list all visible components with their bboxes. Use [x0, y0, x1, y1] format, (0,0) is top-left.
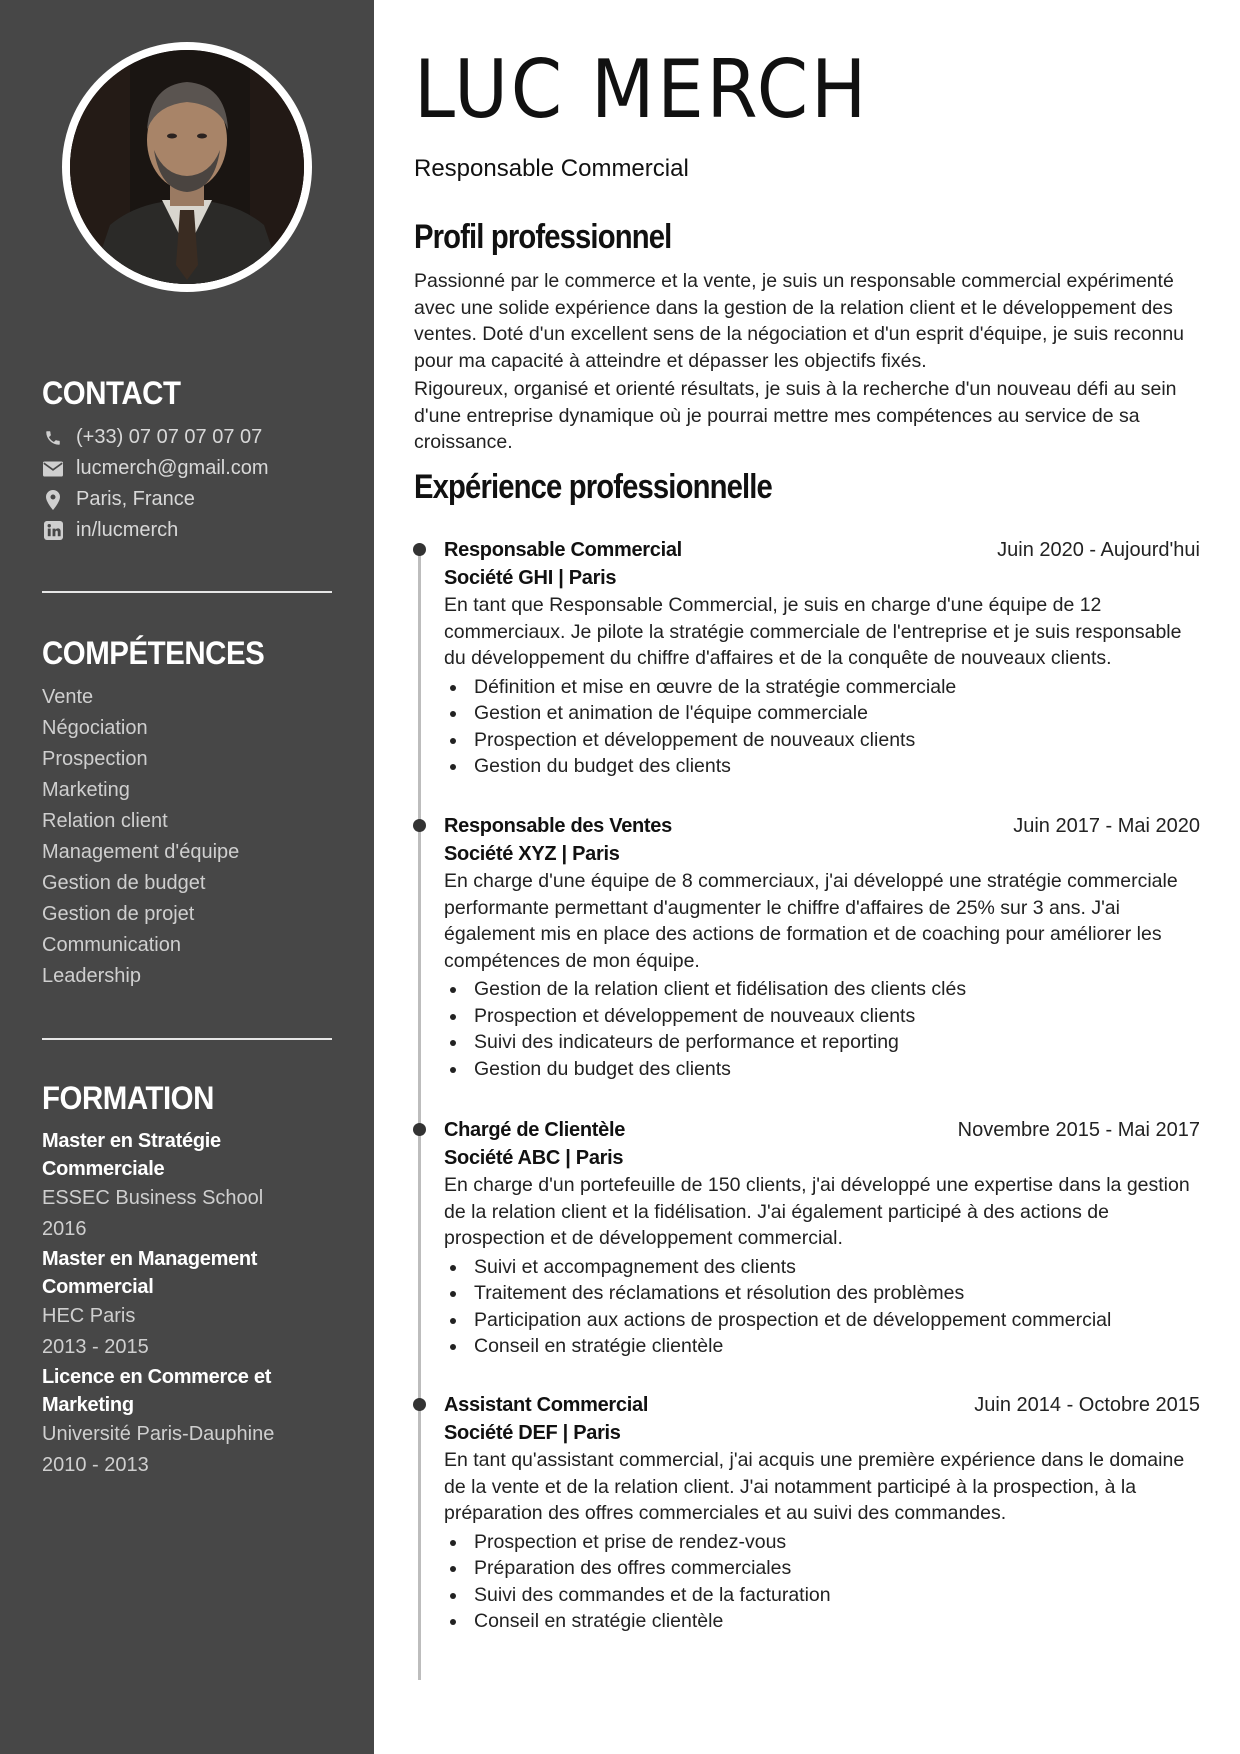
job-bullet: Participation aux actions de prospection et de développement commercial [444, 1307, 1200, 1334]
job-company: Société XYZ | Paris [444, 843, 620, 865]
education-entry [42, 1363, 332, 1481]
job-bullet: Prospection et développement de nouveaux clients [444, 1003, 1200, 1030]
education-entry [42, 1245, 332, 1363]
job-header [444, 812, 1200, 840]
sidebar-divider-1 [42, 591, 332, 593]
timeline-line [418, 548, 421, 1680]
skill-item: Négociation [42, 717, 148, 739]
job-company: Société GHI | Paris [444, 567, 617, 589]
education-entry [42, 1127, 332, 1245]
contact-email[interactable] [42, 453, 332, 484]
job-header [444, 536, 1200, 564]
education-school: Université Paris-Dauphine [42, 1423, 275, 1445]
job-role: Responsable des Ventes [444, 815, 672, 837]
sidebar-divider-2 [42, 1038, 332, 1040]
experience-entry [444, 536, 1200, 780]
job-dates: Juin 2014 - Octobre 2015 [974, 1394, 1200, 1416]
sidebar [0, 0, 374, 1754]
job-dates: Juin 2017 - Mai 2020 [1013, 815, 1200, 837]
skills-title: COMPÉTENCES [42, 635, 265, 671]
job-bullet: Gestion et animation de l'équipe commerciale [444, 700, 1200, 727]
job-bullet: Prospection et développement de nouveaux clients [444, 727, 1200, 754]
contact-email-text: lucmerch@gmail.com [76, 457, 269, 479]
job-bullets [444, 1529, 1200, 1635]
contact-section [42, 375, 332, 546]
profile-photo [70, 50, 304, 284]
education-title: FORMATION [42, 1080, 214, 1116]
experience-entry [444, 812, 1200, 1082]
candidate-title: Responsable Commercial [414, 155, 689, 182]
job-role: Assistant Commercial [444, 1394, 649, 1416]
education-school: ESSEC Business School [42, 1187, 264, 1209]
education-degree: Licence en Commerce et Marketing [42, 1366, 272, 1416]
education-years: 2013 - 2015 [42, 1336, 149, 1358]
experience-entry [444, 1391, 1200, 1635]
job-role: Chargé de Clientèle [444, 1119, 626, 1141]
portrait-illustration [70, 50, 304, 284]
job-bullet: Conseil en stratégie clientèle [444, 1333, 1200, 1360]
skill-item: Communication [42, 934, 181, 956]
timeline-dot [413, 543, 426, 556]
job-bullet: Gestion de la relation client et fidélisation des clients clés [444, 976, 1200, 1003]
skills-section [42, 635, 332, 992]
job-company: Société ABC | Paris [444, 1147, 624, 1169]
skill-item: Relation client [42, 810, 168, 832]
profile-title: Profil professionnel [414, 218, 672, 256]
contact-title: CONTACT [42, 375, 181, 411]
linkedin-icon [42, 520, 64, 542]
job-bullet: Suivi des commandes et de la facturation [444, 1582, 1200, 1609]
experience-title: Expérience professionnelle [414, 468, 772, 506]
contact-phone-text: (+33) 07 07 07 07 07 [76, 426, 263, 448]
job-bullet: Traitement des réclamations et résolution des problèmes [444, 1280, 1200, 1307]
timeline-dot [413, 1398, 426, 1411]
job-description: En charge d'une équipe de 8 commerciaux, j'ai développé une stratégie commerciale performante permettant d'augmenter le chiffre d'affaires de 25% sur 3 ans. J'ai également mis en place des actions de formation et de coaching pour améliorer les compétences de mon équipe. [444, 870, 1178, 972]
skill-item: Gestion de budget [42, 872, 206, 894]
job-bullet: Gestion du budget des clients [444, 753, 1200, 780]
experience-entry [444, 1116, 1200, 1360]
profile-photo-frame [62, 42, 312, 292]
skill-item: Management d'équipe [42, 841, 240, 863]
email-icon [42, 458, 64, 480]
job-dates: Juin 2020 - Aujourd'hui [997, 539, 1200, 561]
profile-text [414, 268, 1204, 456]
education-degree: Master en Stratégie Commerciale [42, 1130, 221, 1180]
profile-paragraph: Rigoureux, organisé et orienté résultats, je suis à la recherche d'un nouveau défi au sein d'une entreprise dynamique où je pourrai mettre mes compétences au service de sa croissance. [414, 378, 1177, 453]
education-years: 2016 [42, 1218, 87, 1240]
skill-item: Gestion de projet [42, 903, 195, 925]
candidate-name: LUC MERCH [414, 43, 870, 136]
job-dates: Novembre 2015 - Mai 2017 [957, 1119, 1200, 1141]
skill-item: Marketing [42, 779, 130, 801]
contact-location [42, 484, 332, 515]
contact-linkedin[interactable] [42, 515, 332, 546]
job-bullet: Préparation des offres commerciales [444, 1555, 1200, 1582]
education-school: HEC Paris [42, 1305, 136, 1327]
skill-item: Vente [42, 686, 94, 708]
timeline-dot [413, 1123, 426, 1136]
job-header [444, 1391, 1200, 1419]
job-bullet: Suivi et accompagnement des clients [444, 1254, 1200, 1281]
contact-location-text: Paris, France [76, 488, 195, 510]
location-icon [42, 489, 64, 511]
job-bullet: Gestion du budget des clients [444, 1056, 1200, 1083]
job-bullets [444, 674, 1200, 780]
job-header [444, 1116, 1200, 1144]
job-company: Société DEF | Paris [444, 1422, 621, 1444]
job-bullet: Prospection et prise de rendez-vous [444, 1529, 1200, 1556]
job-role: Responsable Commercial [444, 539, 682, 561]
job-bullets [444, 1254, 1200, 1360]
phone-icon [42, 427, 64, 449]
job-bullet: Suivi des indicateurs de performance et reporting [444, 1029, 1200, 1056]
education-section [42, 1080, 332, 1481]
job-bullets [444, 976, 1200, 1082]
timeline-dot [413, 819, 426, 832]
skill-item: Prospection [42, 748, 148, 770]
job-bullet: Conseil en stratégie clientèle [444, 1608, 1200, 1635]
job-description: En charge d'un portefeuille de 150 clients, j'ai développé une expertise dans la gestion de la relation client et la fidélisation. J'ai également participé à des actions de prospection et de développement commercial. [444, 1174, 1190, 1249]
education-years: 2010 - 2013 [42, 1454, 149, 1476]
contact-linkedin-text: in/lucmerch [76, 519, 179, 541]
contact-phone[interactable] [42, 422, 332, 453]
skill-item: Leadership [42, 965, 141, 987]
education-degree: Master en Management Commercial [42, 1248, 258, 1298]
job-description: En tant que Responsable Commercial, je suis en charge d'une équipe de 12 commerciaux. Je pilote la stratégie commerciale de l'entreprise et je suis responsable du développement du chiffre d'affaires et de la conquête de nouveaux clients. [444, 594, 1182, 669]
job-bullet: Définition et mise en œuvre de la stratégie commerciale [444, 674, 1200, 701]
job-description: En tant qu'assistant commercial, j'ai acquis une première expérience dans le domaine de la vente et de la relation client. J'ai notamment participé à la prospection, à la préparation des offres commerciales et au suivi des commandes. [444, 1449, 1185, 1524]
profile-paragraph: Passionné par le commerce et la vente, je suis un responsable commercial expérimenté avec une solide expérience dans la gestion de la relation client et le développement des ventes. Doté d'un excellent sens de la négociation et d'un esprit d'équipe, je suis reconnu pour ma capacité à atteindre et dépasser les objectifs fixés. [414, 270, 1185, 372]
